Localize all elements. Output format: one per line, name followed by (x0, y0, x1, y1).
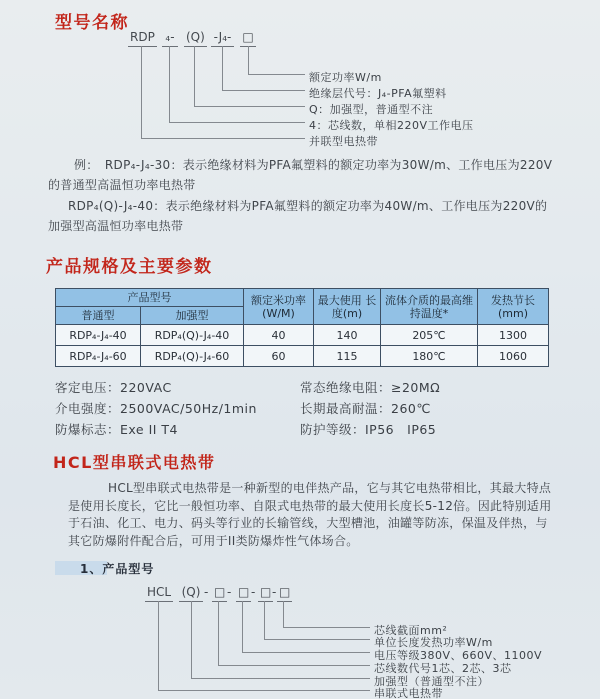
rdp-label-parallel-type: 并联型电热带 (309, 135, 378, 148)
section-title-specs: 产品规格及主要参数 (46, 257, 213, 277)
cell-heating-section: 1300 (478, 325, 549, 346)
hcl-label-core-section: 芯线截面mm² (374, 624, 448, 637)
col-header-max-length: 最大使用 长度(m) (314, 289, 381, 325)
col-header-normal-type: 普通型 (56, 307, 141, 325)
hcl-intro-paragraph: HCL型串联式电热带是一种新型的电伴热产品，它与其它电热带相比，其最大特点是使用长度长，它比一般恒功率、自限式电热带的最大使用长度长5-12倍。因此特别适用于石油、化工、电力、码头等行业的长输管线，大型槽池，油罐等防冻，保温及伴热，与其它防爆附件配合后，可用于II类防爆炸性气体场合。 (68, 481, 552, 548)
hcl-label-unit-power: 单位长度发热功率W/m (374, 636, 493, 649)
product-spec-table (55, 288, 549, 367)
spec-protection-grade: 防护等级：IP56 IP65 (300, 422, 437, 437)
table-row (56, 346, 549, 367)
section-title-model-name: 型号名称 (55, 13, 129, 33)
col-header-product-model: 产品型号 (56, 289, 244, 307)
rdp-segment-prefix: RDP (128, 31, 157, 47)
hcl-segment-box-2: □ (236, 586, 251, 602)
section-title-hcl: HCL型串联式电热带 (53, 453, 216, 472)
hcl-label-core-code: 芯线数代号1芯、2芯、3芯 (374, 662, 512, 675)
spec-max-temp: 长期最高耐温：260℃ (300, 401, 431, 416)
example-paragraph-2: RDP₄(Q)-J₄-40：表示绝缘材料为PFA氟塑料的额定功率为40W/m、工作电压为220V的加强型高温恒功率电热带 (48, 199, 548, 233)
hcl-segment-box-4: □ (277, 586, 292, 602)
cell-model-reinforced: RDP₄(Q)-J₄-60 (141, 346, 244, 367)
hcl-separator: - (251, 585, 256, 599)
spec-insulation-resistance: 常态绝缘电阻：≥20MΩ (300, 380, 441, 395)
cell-model-normal: RDP₄-J₄-60 (56, 346, 141, 367)
rdp-label-core-count: 4：芯线数，单相220V工作电压 (309, 119, 474, 132)
hcl-label-voltage-grade: 电压等级380V、660V、1100V (374, 649, 543, 662)
cell-max-length: 140 (314, 325, 381, 346)
col-header-rated-power: 额定米功率 (W/M) (244, 289, 314, 325)
col-header-heating-section: 发热节长 (mm) (478, 289, 549, 325)
spec-dielectric-strength: 介电强度：2500VAC/50Hz/1min (55, 401, 257, 416)
rdp-segment-q: (Q) (184, 31, 207, 47)
hcl-label-reinforced: 加强型（普通型不注） (374, 675, 489, 688)
rdp-segment-insulation: -J₄- (211, 31, 234, 47)
cell-max-temp: 205℃ (381, 325, 478, 346)
rdp-label-reinforced: Q：加强型，普通型不注 (309, 103, 434, 116)
hcl-separator: - (204, 585, 209, 599)
hcl-segment-box-3: □ (258, 586, 273, 602)
example-paragraph-1: 例： RDP₄-J₄-30：表示绝缘材料为PFA氟塑料的额定功率为30W/m、工作电压为220V的普通型高温恒功率电热带 (48, 158, 553, 192)
hcl-separator: - (227, 585, 232, 599)
cell-rated-power: 60 (244, 346, 314, 367)
cell-max-length: 115 (314, 346, 381, 367)
hcl-separator: - (272, 585, 277, 599)
subsection-title-product-model: 1、产品型号 (80, 562, 155, 576)
hcl-segment-q: (Q) (179, 586, 203, 602)
rdp-segment-cores: ₄- (162, 31, 178, 47)
table-header-row-1 (56, 289, 549, 307)
table-row (56, 325, 549, 346)
cell-rated-power: 40 (244, 325, 314, 346)
connector-line (141, 46, 305, 139)
col-header-max-temp: 流体介质的最高维 持温度* (381, 289, 478, 325)
col-header-reinforced-type: 加强型 (141, 307, 244, 325)
cell-model-normal: RDP₄-J₄-40 (56, 325, 141, 346)
cell-heating-section: 1060 (478, 346, 549, 367)
spec-rated-voltage: 客定电压：220VAC (55, 380, 172, 395)
spec-explosion-proof: 防爆标志：Exe II T4 (55, 422, 179, 437)
hcl-segment-prefix: HCL (145, 586, 173, 602)
rdp-label-rated-power: 额定功率W/m (309, 71, 382, 84)
cell-max-temp: 180℃ (381, 346, 478, 367)
connector-line (158, 601, 370, 691)
cell-model-reinforced: RDP₄(Q)-J₄-40 (141, 325, 244, 346)
hcl-label-series-type: 串联式电热带 (374, 687, 443, 699)
rdp-label-insulation-code: 绝缘层代号：J₄-PFA氟塑料 (309, 87, 447, 100)
hcl-segment-box-1: □ (212, 586, 227, 602)
rdp-segment-power-box: □ (240, 31, 256, 47)
